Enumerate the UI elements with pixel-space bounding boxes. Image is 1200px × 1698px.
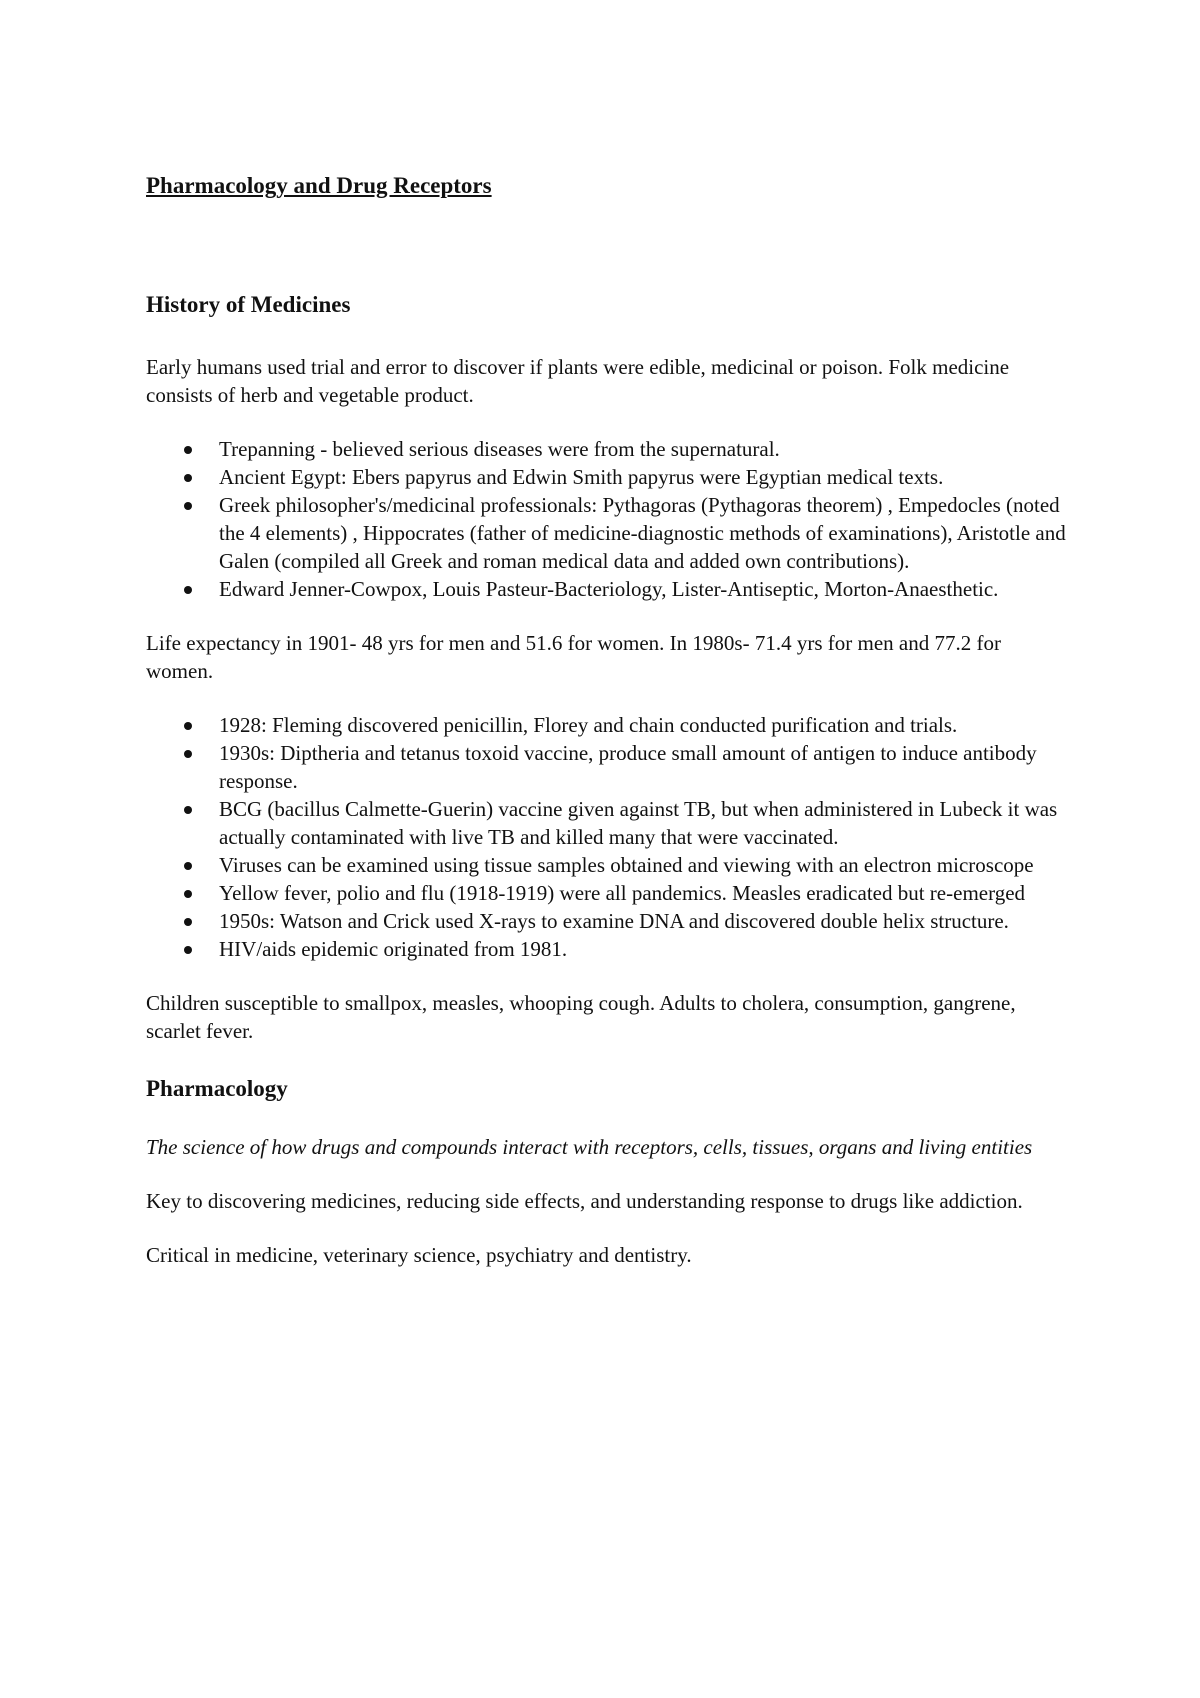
bullet-icon: [184, 946, 192, 954]
list-item-text: Greek philosopher's/medicinal professionals: Pythagoras (Pythagoras theorem) , Empedocles (noted the 4 elements) , Hippocrates (father of medicine-diagnostic methods of examinations), Aristotle and Galen (compiled all Greek and roman medical data and added own contributions).: [219, 493, 1066, 573]
list-item: [146, 879, 1066, 907]
document-title: Pharmacology and Drug Receptors: [146, 173, 492, 198]
list-item: [146, 739, 1066, 795]
list-item-text: Ancient Egypt: Ebers papyrus and Edwin Smith papyrus were Egyptian medical texts.: [219, 465, 944, 489]
milestones-bullet-list: [146, 711, 1066, 963]
bullet-icon: [184, 862, 192, 870]
definition-paragraph: The science of how drugs and compounds interact with receptors, cells, tissues, organs and living entities: [146, 1135, 1033, 1159]
bullet-icon: [184, 474, 192, 482]
document-body: [146, 291, 1066, 1269]
list-item: [146, 491, 1066, 575]
list-item-text: BCG (bacillus Calmette-Guerin) vaccine given against TB, but when administered in Lubeck it was actually contaminated with live TB and killed many that were vaccinated.: [219, 797, 1058, 849]
key-paragraph: Key to discovering medicines, reducing side effects, and understanding response to drugs like addiction.: [146, 1189, 1023, 1213]
list-item-text: Yellow fever, polio and flu (1918-1919) were all pandemics. Measles eradicated but re-emerged: [219, 881, 1026, 905]
intro-paragraph: Early humans used trial and error to discover if plants were edible, medicinal or poison. Folk medicine consists of herb and vegetable product.: [146, 355, 1010, 407]
list-item-text: 1930s: Diptheria and tetanus toxoid vaccine, produce small amount of antigen to induce antibody response.: [219, 741, 1037, 793]
list-item: [146, 795, 1066, 851]
list-item: [146, 935, 1066, 963]
list-item-text: 1950s: Watson and Crick used X-rays to examine DNA and discovered double helix structure.: [219, 909, 1009, 933]
critical-paragraph: Critical in medicine, veterinary science, psychiatry and dentistry.: [146, 1243, 692, 1267]
history-bullet-list: [146, 435, 1066, 603]
list-item: [146, 851, 1066, 879]
section-heading-pharmacology: Pharmacology: [146, 1076, 288, 1101]
list-item-text: HIV/aids epidemic originated from 1981.: [219, 937, 568, 961]
bullet-icon: [184, 918, 192, 926]
section-heading-history: History of Medicines: [146, 292, 351, 317]
list-item-text: Edward Jenner-Cowpox, Louis Pasteur-Bacteriology, Lister-Antiseptic, Morton-Anaesthetic.: [219, 577, 999, 601]
bullet-icon: [184, 890, 192, 898]
children-paragraph: Children susceptible to smallpox, measles, whooping cough. Adults to cholera, consumption, gangrene, scarlet fever.: [146, 991, 1016, 1043]
bullet-icon: [184, 586, 192, 594]
list-item-text: 1928: Fleming discovered penicillin, Florey and chain conducted purification and trials.: [219, 713, 958, 737]
list-item: [146, 575, 1066, 603]
list-item: [146, 463, 1066, 491]
list-item-text: Viruses can be examined using tissue samples obtained and viewing with an electron microscope: [219, 853, 1034, 877]
list-item: [146, 435, 1066, 463]
bullet-icon: [184, 502, 192, 510]
bullet-icon: [184, 446, 192, 454]
bullet-icon: [184, 806, 192, 814]
list-item: [146, 711, 1066, 739]
life-expectancy-paragraph: Life expectancy in 1901- 48 yrs for men and 51.6 for women. In 1980s- 71.4 yrs for men and 77.2 for women.: [146, 631, 1001, 683]
bullet-icon: [184, 750, 192, 758]
list-item: [146, 907, 1066, 935]
bullet-icon: [184, 722, 192, 730]
list-item-text: Trepanning - believed serious diseases were from the supernatural.: [219, 437, 780, 461]
